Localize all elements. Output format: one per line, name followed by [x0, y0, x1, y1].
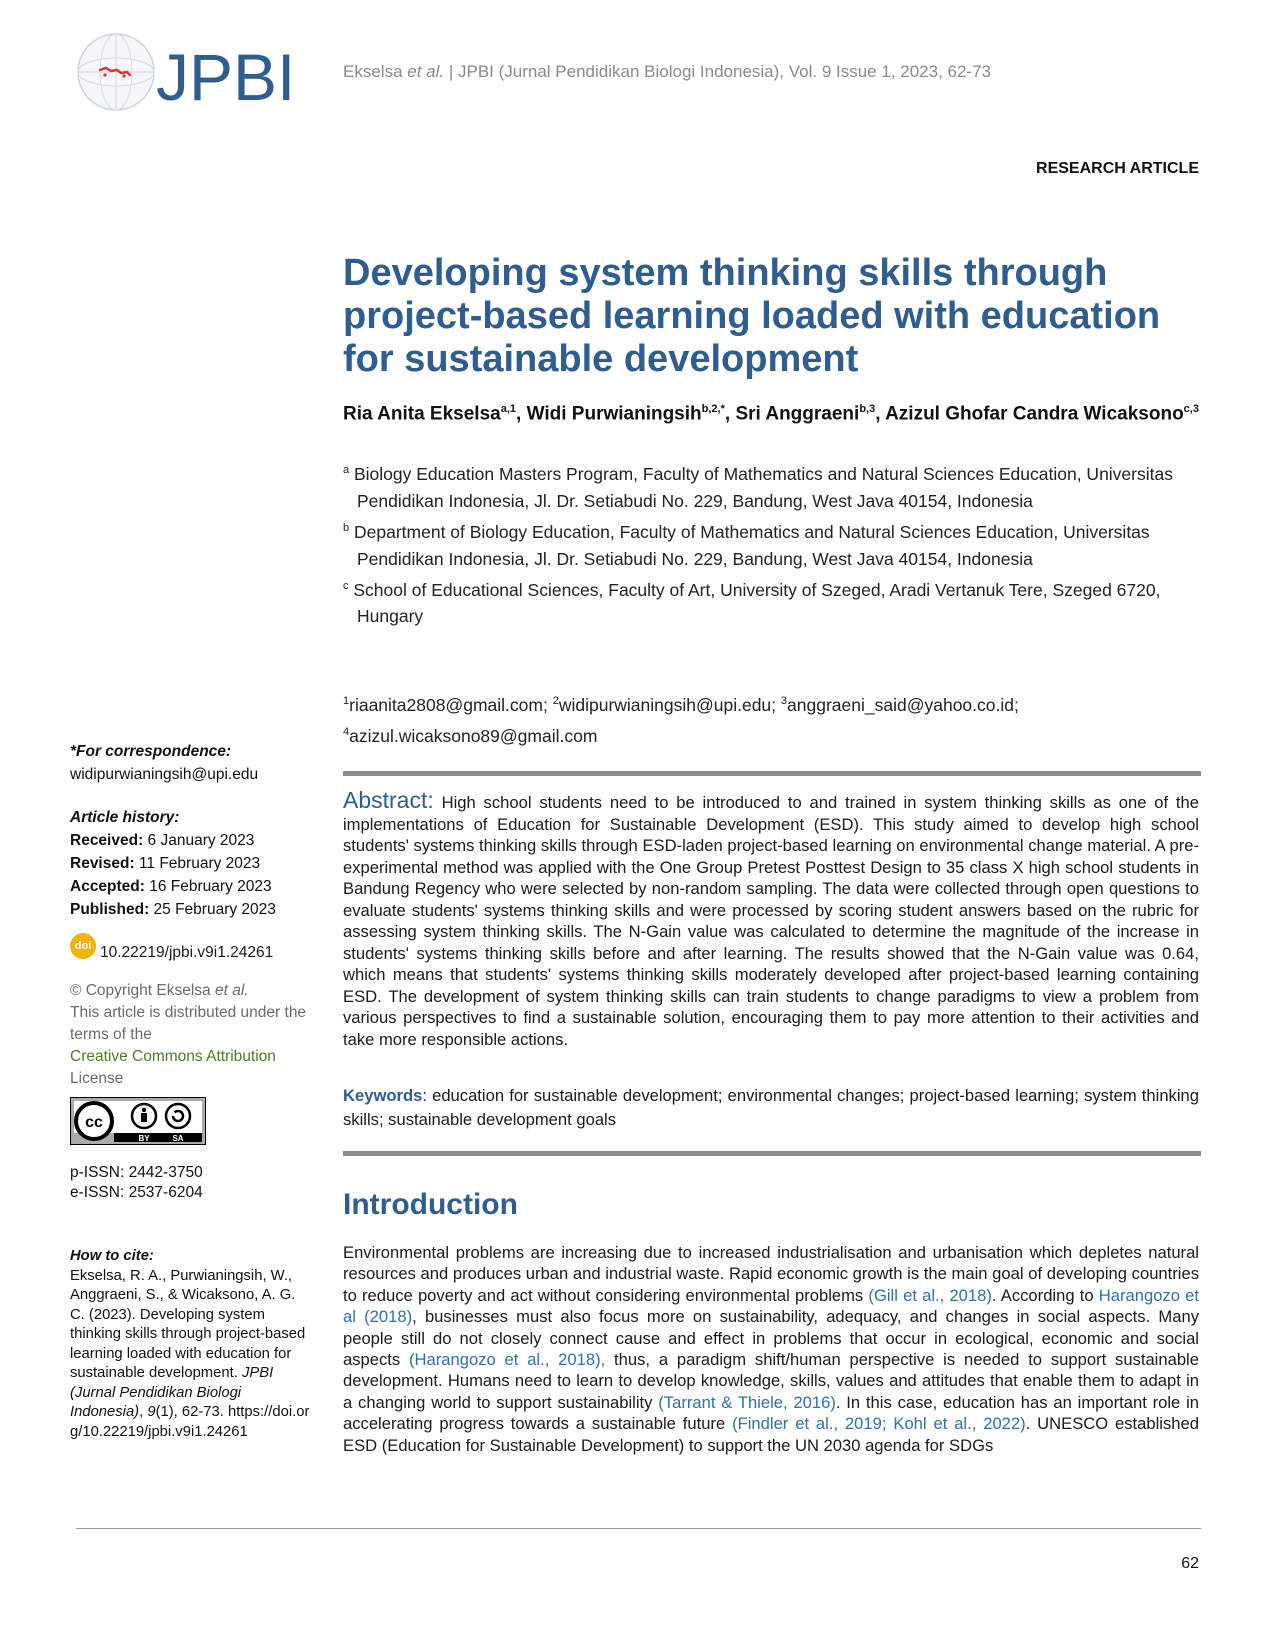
citation-link[interactable]: (Gill et al., 2018) [868, 1285, 992, 1305]
correspondence-label: *For correspondence: [70, 743, 232, 760]
abstract-bottom-rule [343, 1151, 1201, 1156]
doi-icon: doi [70, 933, 96, 959]
article-history [70, 806, 310, 921]
email-link[interactable]: widipurwianingsih@upi.edu; [558, 694, 777, 715]
doi-row [70, 930, 273, 962]
citation-url[interactable]: https://doi.org/10.22219/jpbi.v9i1.24261 [70, 1404, 310, 1440]
keywords [343, 1084, 1199, 1132]
pissn: p-ISSN: 2442-3750 [70, 1164, 203, 1181]
citation-link[interactable]: (Findler et al., 2019; Kohl et al., 2022) [732, 1414, 1026, 1434]
share-alike-icon [166, 1104, 190, 1128]
author-list: Ria Anita Ekselsa$^{a,1}$, Widi Purwianingsih$^{b,2,*}$, Sri Anggraeni$^{b,3}$, Azizul Ghofar Candra Wicaksono$^{c,3}$ [343, 403, 1199, 425]
email-link[interactable]: azizul.wicaksono89@gmail.com [349, 725, 598, 746]
svg-text:BY: BY [138, 1134, 150, 1143]
author: Azizul Ghofar Candra Wicaksono [885, 403, 1184, 425]
affiliations [343, 457, 1183, 630]
affiliation-c: $^c$ School of Educational Sciences, Faculty of Art, University of Szeged, Aradi Vertanuk Tere, Szeged 6720, Hungary [343, 579, 1161, 627]
email-link[interactable]: riaanita2808@gmail.com; [349, 694, 548, 715]
history-accepted: Accepted: 16 February 2023 [70, 878, 272, 895]
history-published: Published: 25 February 2023 [70, 901, 276, 918]
keywords-text: : education for sustainable development; environmental changes; project-based learning; system thinking skills; sustainable development goals [343, 1086, 1199, 1129]
logo-text: JPBI [156, 40, 292, 112]
abstract-text: High school students need to be introduced to and trained in system thinking skills as one of the implementations of Education for Sustainable Development (ESD). This study aimed to develop high school students' systems thinking skills through ESD-laden project-based learning on environmental change material. A pre-experimental method was applied with the One Group Pretest Posttest Design to 35 class X high school students in Bandung Regency who were selected by non-random sampling. The data were collected through open questions to evaluate students' systems thinking skills and were processed by scoring student answers based on the rubric for assessing system thinking skills. The N-Gain value was calculated to determine the magnitude of the increase in students' systems thinking skills before and after learning. The results showed that the N-Gain value was 0.64, which means that students' systems thinking skills moderately developed after project-based learning containing ESD. The development of system thinking skills can train students to change paradigms to view a problem from various perspectives to find a sustainable solution, encouraging them to pay more attention to their activities and take more responsible actions. [343, 793, 1199, 1049]
author-emails: $^1$riaanita2808@gmail.com; $^2$widipurwianingsih@upi.edu; $^3$anggraeni_said@yahoo.co.id; $^4$azizul.wicaksono89@gmail.com [343, 694, 1019, 746]
history-received: Received: 6 January 2023 [70, 832, 255, 849]
eissn: e-ISSN: 2537-6204 [70, 1184, 203, 1201]
journal-logo [72, 30, 292, 112]
citation-link[interactable]: (Tarrant & Thiele, 2016) [658, 1392, 836, 1412]
cc-by-sa-badge[interactable] [70, 1097, 206, 1150]
svg-text:cc: cc [85, 1114, 103, 1131]
keywords-label: Keywords [343, 1086, 423, 1105]
affiliation-a: $^a$ Biology Education Masters Program, Faculty of Mathematics and Natural Sciences Education, Universitas Pendidikan Indonesia, Jl. Dr. Setiabudi No. 229, Bandung, West Java 40154, Indonesia [343, 463, 1173, 511]
citation-link[interactable]: (Harangozo et al., 2018), [409, 1350, 606, 1370]
author: Sri Anggraeni [735, 403, 860, 425]
author: Widi Purwianingsih [526, 403, 702, 425]
copyright-icon: © [70, 982, 82, 999]
history-revised: Revised: 11 February 2023 [70, 855, 261, 872]
correspondence-email[interactable]: widipurwianingsih@upi.edu [70, 766, 259, 783]
affiliation-b: $^b$ Department of Biology Education, Faculty of Mathematics and Natural Sciences Education, Universitas Pendidikan Indonesia, Jl. Dr. Setiabudi No. 229, Bandung, West Java 40154, Indonesia [343, 521, 1150, 569]
abstract-label: Abstract: [343, 787, 434, 813]
license-block: © Copyright Ekselsa et al. This article is distributed under the terms of the Creative Commons Attribution License [70, 982, 307, 1087]
introduction-heading: Introduction [343, 1188, 518, 1221]
email-link[interactable]: anggraeni_said@yahoo.co.id; [787, 694, 1019, 715]
license-link[interactable]: Creative Commons Attribution [70, 1048, 276, 1065]
page-number: 62 [1181, 1555, 1199, 1572]
article-title: Developing system thinking skills through project-based learning loaded with education for sustainable development [343, 252, 1161, 380]
issn-block [70, 1163, 310, 1203]
running-head: Ekselsa et al. | JPBI (Jurnal Pendidikan Biologi Indonesia), Vol. 9 Issue 1, 2023, 62-73 [343, 62, 991, 81]
svg-text:SA: SA [172, 1134, 184, 1143]
history-label: Article history: [70, 809, 180, 826]
doi-link[interactable]: 10.22219/jpbi.v9i1.24261 [100, 944, 274, 961]
footer-rule [76, 1528, 1201, 1529]
article-type-label: RESEARCH ARTICLE [1036, 160, 1199, 177]
citation-link[interactable]: Harangozo et al (2018) [343, 1285, 1199, 1327]
author: Ria Anita Ekselsa [343, 403, 501, 425]
correspondence-block [70, 740, 310, 786]
globe-icon [78, 34, 154, 110]
abstract-top-rule [343, 771, 1201, 776]
abstract [343, 787, 1199, 1050]
introduction-text: Environmental problems are increasing due to increased industrialisation and urbanisation which depletes natural resources and produces urban and industrial waste. Rapid economic growth is the main goal of developing countries to reduce poverty and act without considering environmental problems (Gill et al., 2018). According to Harangozo et al (2018), businesses must also focus more on sustainability, adequacy, and changes in social aspects. Many people still do not closely connect cause and effect in problems that occur in ecological, economic and social aspects (Harangozo et al., 2018), thus, a paradigm shift/human perspective is needed to support sustainable development. Humans need to learn to develop knowledge, skills, values and attitudes that enable them to adapt in a changing world to support sustainability (Tarrant & Thiele, 2016). In this case, education has an important role in accelerating progress towards a sustainable future (Findler et al., 2019; Kohl et al., 2022). UNESCO established ESD (Education for Sustainable Development) to support the UN 2030 agenda for SDGs [343, 1243, 1199, 1455]
how-to-cite-label: How to cite: [70, 1248, 154, 1264]
how-to-cite: How to cite: Ekselsa, R. A., Purwianingsih, W., Anggraeni, S., & Wicaksono, A. G. C. (2023). Developing system thinking skills through project-based learning loaded with education for sustainable development. JPBI (Jurnal Pendidikan Biologi Indonesia), 9(1), 62-73. https://doi.org/10.22219/jpbi.v9i1.24261 [70, 1248, 310, 1440]
